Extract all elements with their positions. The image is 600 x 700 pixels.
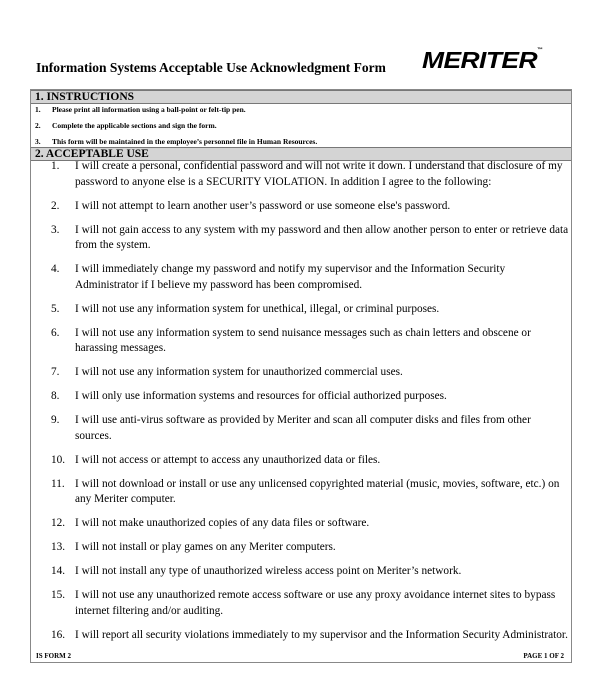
item-number: 14. <box>51 565 66 577</box>
item-text: I will not use any information system for unauthorized commercial uses. <box>75 366 403 378</box>
instruction-text: This form will be maintained in the employee’s personnel file in Human Resources. <box>52 137 318 146</box>
acceptable-use-item <box>51 302 569 318</box>
item-number: 15. <box>51 589 66 601</box>
acceptable-use-item <box>51 588 569 619</box>
item-text: I will not access or attempt to access any unauthorized data or files. <box>75 453 381 466</box>
item-number: 12. <box>51 517 66 529</box>
acceptable-use-item <box>51 516 569 532</box>
acceptable-use-list <box>51 159 569 652</box>
item-text: I will use anti-virus software as provided by Meriter and scan all computer disks and files from other sources. <box>75 414 531 442</box>
acceptable-use-item <box>51 326 569 357</box>
item-number: 13. <box>51 541 66 553</box>
item-number: 3. <box>51 223 60 236</box>
item-text: I will report all security violations immediately to my supervisor and the Information Security Administrator. <box>75 628 568 641</box>
form-number: IS FORM 2 <box>36 652 71 660</box>
acceptable-use-item <box>51 365 569 381</box>
acceptable-use-item <box>51 199 569 215</box>
acceptable-use-item <box>51 223 569 254</box>
item-number: 4. <box>51 263 60 275</box>
instruction-number: 2. <box>35 121 41 130</box>
item-text: I will create a personal, confidential password and will not write it down. I understand that disclosure of my password to anyone else is a SECURITY VIOLATION. In addition I agree to the following: <box>75 160 563 188</box>
item-text: I will not use any information system to send nuisance messages such as chain letters and obscene or harassing messages. <box>75 326 531 354</box>
acceptable-use-item <box>51 477 569 508</box>
acceptable-use-item <box>51 262 569 293</box>
item-number: 6. <box>51 326 60 339</box>
section-header-instructions: 1. INSTRUCTIONS <box>31 90 571 104</box>
acceptable-use-item <box>51 389 569 405</box>
instruction-text: Please print all information using a ball-point or felt-tip pen. <box>52 105 246 114</box>
acceptable-use-item <box>51 540 569 556</box>
form-title: Information Systems Acceptable Use Acknowledgment Form <box>36 60 386 75</box>
section-header-acceptable-use: 2. ACCEPTABLE USE <box>31 147 571 161</box>
instruction-text: Complete the applicable sections and sign the form. <box>52 121 217 130</box>
instruction-item <box>35 121 217 130</box>
instruction-number: 1. <box>35 105 41 114</box>
item-number: 10. <box>51 453 66 466</box>
item-text: I will only use information systems and resources for official authorized purposes. <box>75 390 447 402</box>
item-number: 7. <box>51 366 60 378</box>
page-number: PAGE 1 OF 2 <box>523 652 564 660</box>
item-number: 5. <box>51 302 60 315</box>
item-number: 11. <box>51 477 65 490</box>
instruction-item <box>35 137 317 146</box>
item-number: 2. <box>51 199 60 212</box>
acceptable-use-item <box>51 453 569 469</box>
acceptable-use-item <box>51 413 569 444</box>
trademark-mark: ™ <box>537 47 543 53</box>
acceptable-use-item <box>51 159 569 190</box>
logo-text: MERITER <box>422 47 537 73</box>
item-text: I will not install or play games on any Meriter computers. <box>75 541 336 553</box>
item-number: 16. <box>51 628 66 641</box>
item-number: 1. <box>51 160 60 172</box>
item-text: I will not attempt to learn another user’s password or use someone else's password. <box>75 199 451 212</box>
form-box <box>30 89 572 663</box>
acceptable-use-item <box>51 628 569 644</box>
item-text: I will not use any information system for unethical, illegal, or criminal purposes. <box>75 302 440 315</box>
item-text: I will not use any unauthorized remote access software or use any proxy avoidance internet sites to bypass internet filtering and/or auditing. <box>75 589 556 617</box>
item-text: I will not make unauthorized copies of any data files or software. <box>75 517 370 529</box>
item-number: 8. <box>51 390 60 402</box>
instruction-number: 3. <box>35 137 41 146</box>
item-number: 9. <box>51 414 60 426</box>
item-text: I will not install any type of unauthorized wireless access point on Meriter’s network. <box>75 565 462 577</box>
item-text: I will not gain access to any system with my password and then allow another person to enter or retrieve data from the system. <box>75 223 569 251</box>
instruction-item <box>35 105 246 114</box>
acceptable-use-item <box>51 564 569 580</box>
meriter-logo <box>422 47 542 74</box>
item-text: I will immediately change my password and notify my supervisor and the Information Security Administrator if I believe my password has been compromised. <box>75 263 506 291</box>
item-text: I will not download or install or use any unlicensed copyrighted material (music, movies, software, etc.) on any Meriter computer. <box>75 477 560 505</box>
